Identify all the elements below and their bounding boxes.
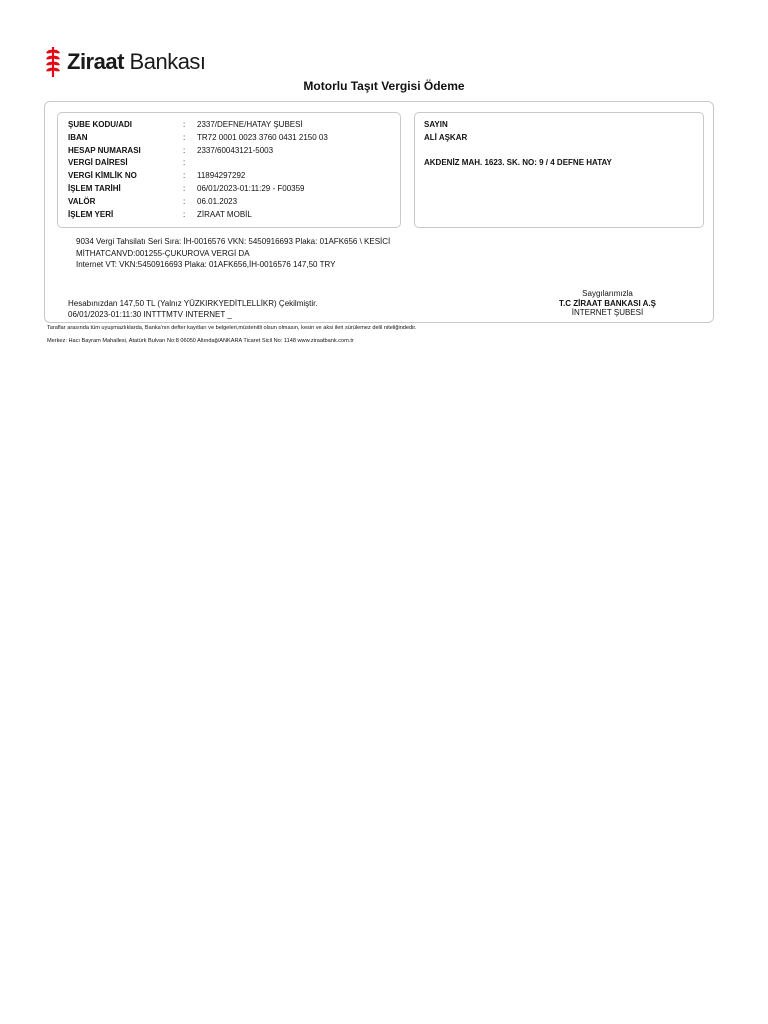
bank-name: [67, 46, 206, 78]
detail-value: 2337/DEFNE/HATAY ŞUBESİ: [197, 120, 303, 129]
detail-value: 11894297292: [197, 171, 246, 180]
transaction-description: [76, 236, 390, 271]
detail-separator: :: [183, 158, 186, 167]
detail-label: ŞUBE KODU/ADI: [68, 120, 133, 129]
headquarters-address: Merkez: Hacı Bayram Mahallesi, Atatürk Bulvarı No:8 06050 Altındağ/ANKARA Ticaret Sicil No: 1148 www.ziraatbank.com.tr: [47, 338, 354, 344]
detail-separator: :: [183, 210, 186, 219]
bank-name-regular: Bankası: [129, 49, 206, 74]
recipient-name: ALİ AŞKAR: [424, 133, 468, 142]
recipient-box: [414, 112, 704, 228]
detail-value: 2337/60043121-5003: [197, 146, 274, 155]
wheat-logo-icon: [44, 46, 62, 78]
detail-label: IBAN: [68, 133, 88, 142]
detail-value: TR72 0001 0023 3760 0431 2150 03: [197, 133, 328, 142]
detail-label: VERGİ DAİRESİ: [68, 158, 128, 167]
signature-block: [540, 289, 675, 318]
signature-greeting: Saygılarımızla: [582, 289, 633, 298]
detail-label: İŞLEM YERİ: [68, 210, 114, 219]
detail-label: VERGİ KİMLİK NO: [68, 171, 137, 180]
detail-separator: :: [183, 171, 186, 180]
debit-info: [68, 298, 318, 320]
detail-value: 06.01.2023: [197, 197, 238, 206]
detail-label: VALÖR: [68, 197, 96, 206]
detail-separator: :: [183, 120, 186, 129]
description-line: 9034 Vergi Tahsilatı Seri Sıra: İH-0016576 VKN: 5450916693 Plaka: 01AFK656 \ KESİCİ: [76, 237, 391, 246]
debit-timestamp-line: 06/01/2023-01:11:30 INTTTMTV INTERNET _: [68, 310, 232, 319]
description-line: MİTHATCANVD:001255-ÇUKUROVA VERGİ DA: [76, 248, 250, 258]
detail-separator: :: [183, 184, 186, 193]
ziraat-logo: [44, 46, 206, 78]
detail-label: HESAP NUMARASI: [68, 146, 141, 155]
detail-separator: :: [183, 146, 186, 155]
detail-value: ZİRAAT MOBİL: [197, 210, 252, 219]
page-title: Motorlu Taşıt Vergisi Ödeme: [303, 79, 465, 93]
recipient-address: AKDENİZ MAH. 1623. SK. NO: 9 / 4 DEFNE HATAY: [424, 158, 612, 167]
detail-separator: :: [183, 133, 186, 142]
signature-bank: T.C ZİRAAT BANKASI A.Ş: [559, 298, 656, 308]
recipient-salutation: SAYIN: [424, 120, 448, 129]
bank-name-bold: Ziraat: [67, 49, 124, 74]
legal-disclaimer: Taraflar arasında tüm uyuşmazlıklarda, Banka'nın defter kayıtları ve belgeleri,müstenitli olsun olmasın, kesin ve aksi ileri sürülemez delil niteliğindedir.: [47, 325, 417, 331]
description-line: Internet VT: VKN:5450916693 Plaka: 01AFK656,İH-0016576 147,50 TRY: [76, 260, 336, 269]
detail-separator: :: [183, 197, 186, 206]
debit-amount-line: Hesabınızdan 147,50 TL (Yalnız YÜZKIRKYEDİTLELLİKR) Çekilmiştir.: [68, 299, 318, 308]
detail-value: 06/01/2023-01:11:29 - F00359: [197, 184, 305, 193]
signature-branch: İNTERNET ŞUBESİ: [571, 308, 644, 317]
detail-label: İŞLEM TARİHİ: [68, 184, 121, 193]
